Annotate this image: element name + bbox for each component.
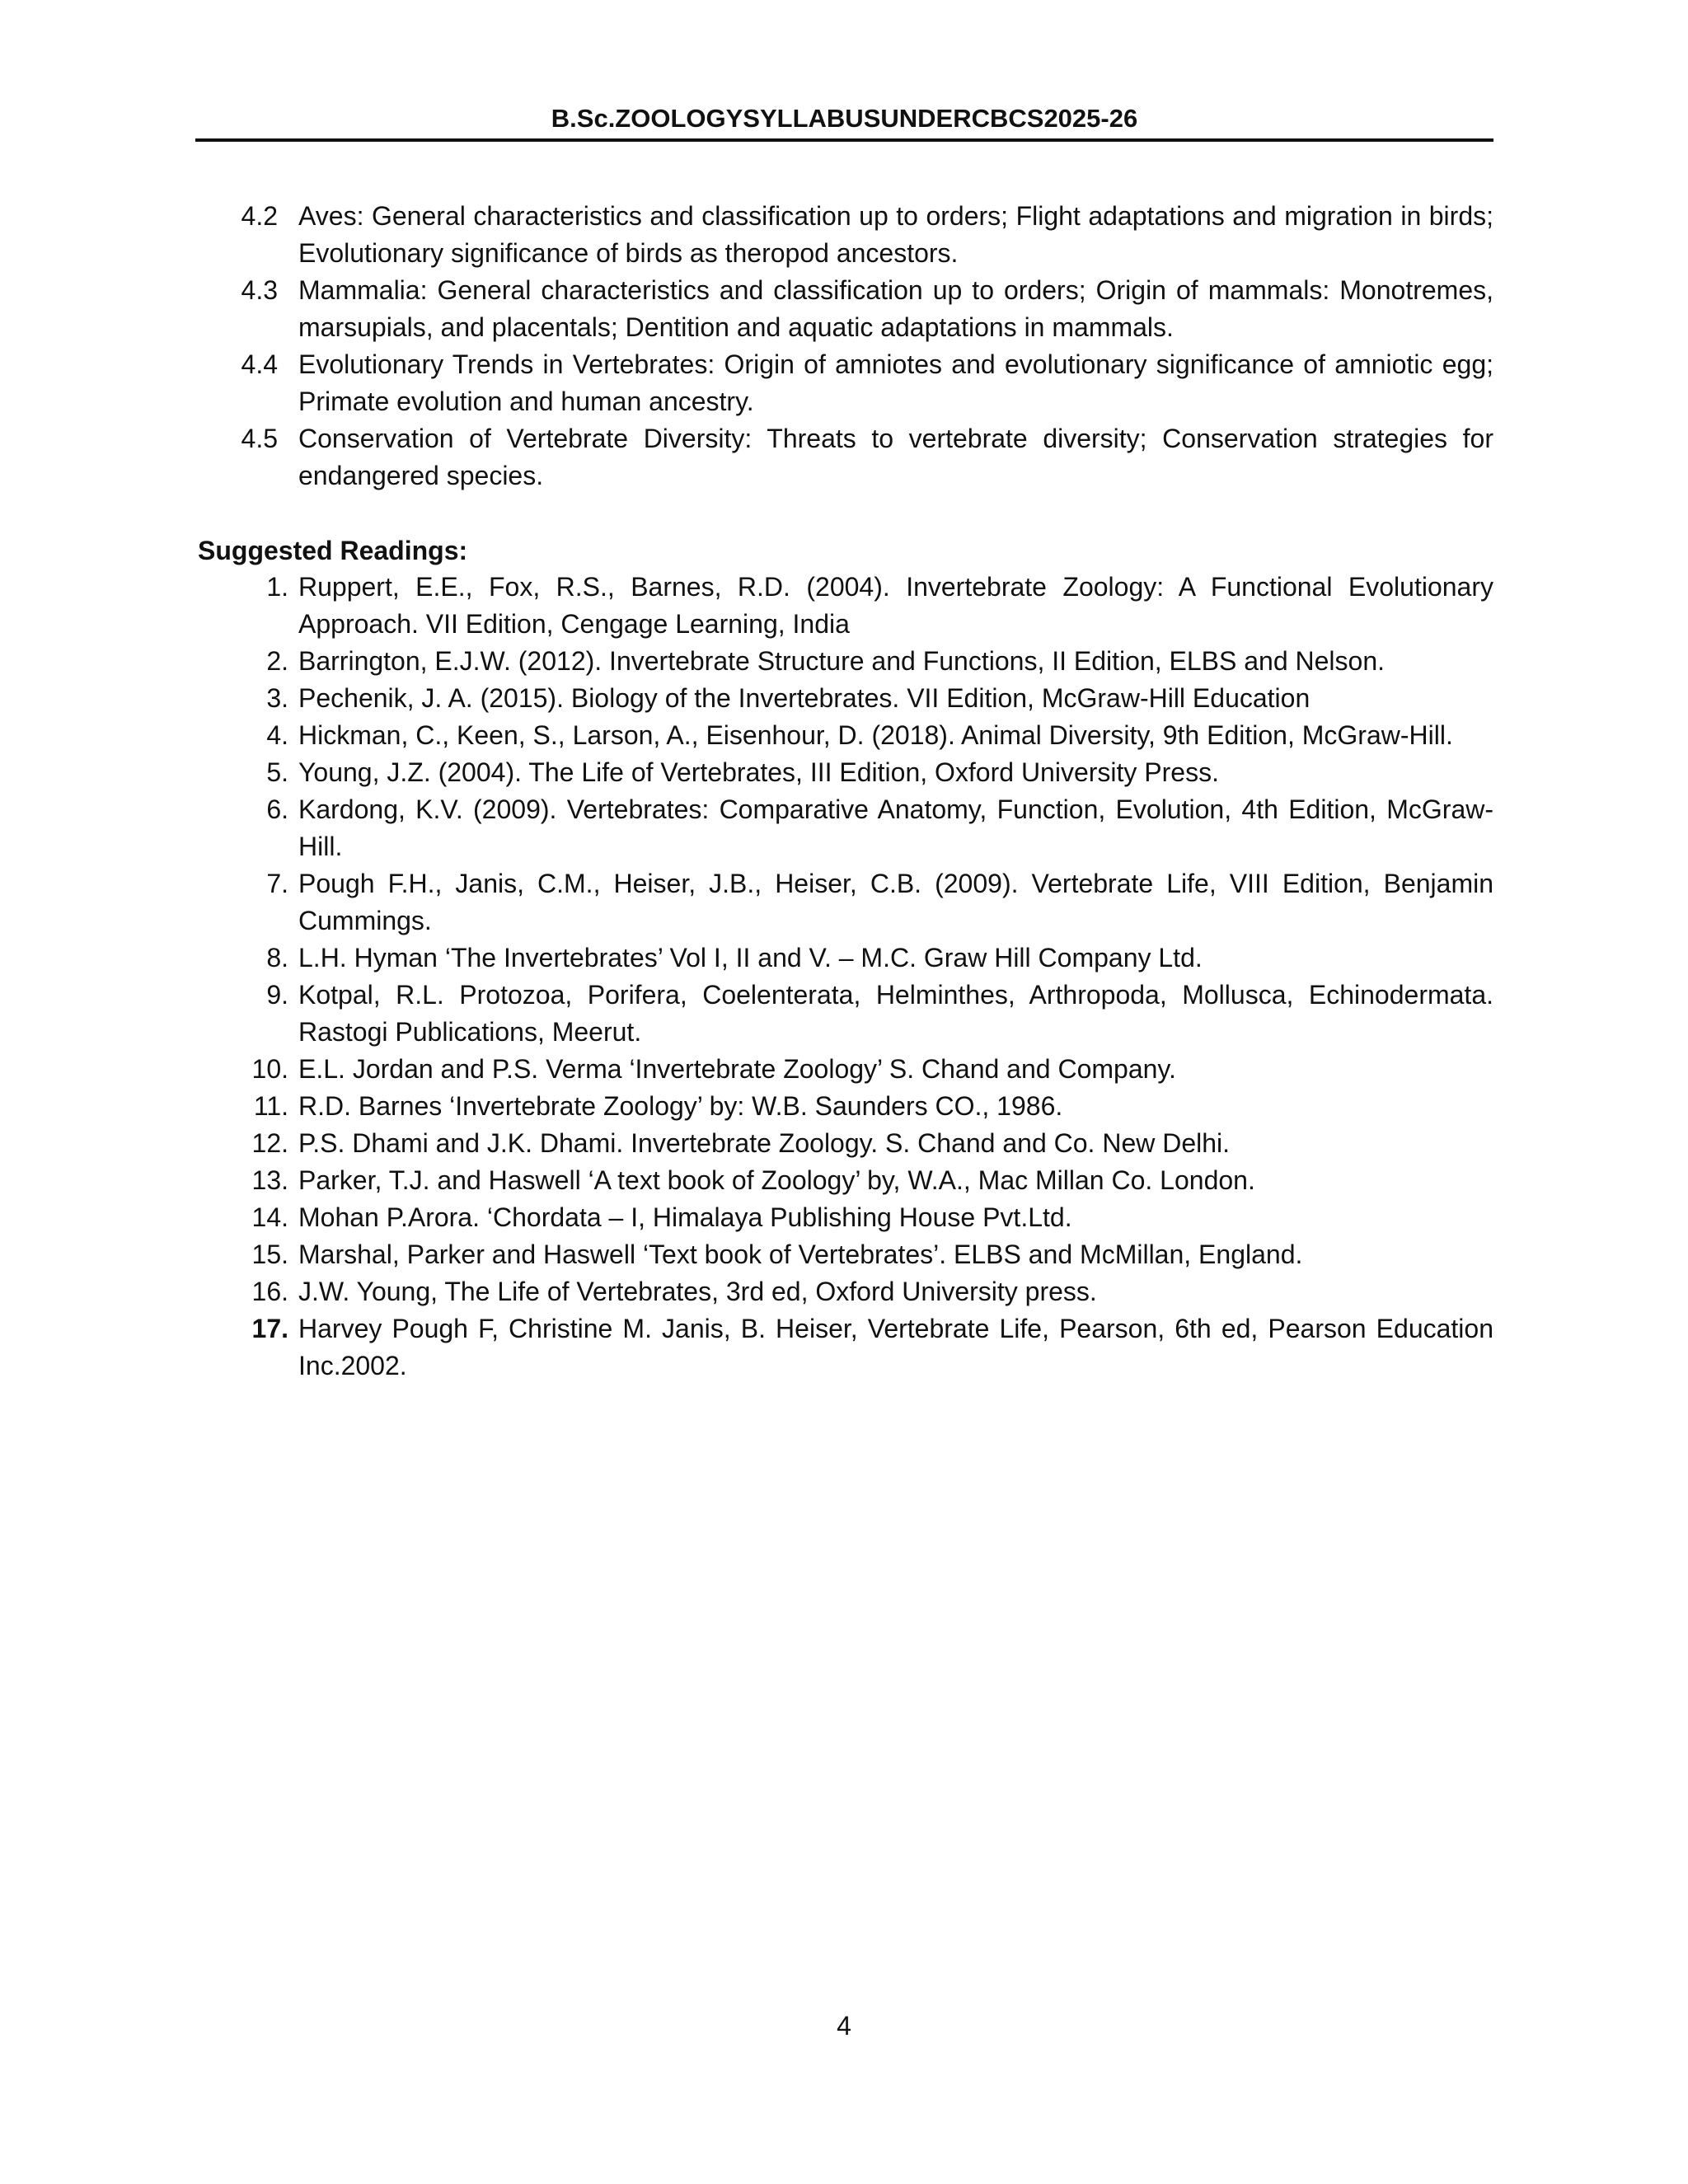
reading-number: 1. <box>266 572 288 602</box>
reading-number: 8. <box>266 943 288 972</box>
unit-topic-number: 4.3 <box>241 275 278 305</box>
reading-number: 14. <box>251 1202 288 1232</box>
unit-topic-number: 4.4 <box>241 349 278 379</box>
reading-item <box>195 791 1493 865</box>
reading-number: 3. <box>266 683 288 713</box>
reading-item <box>195 569 1493 643</box>
reading-number: 17. <box>251 1314 288 1343</box>
reading-text: R.D. Barnes ‘Invertebrate Zoology’ by: W.B. Saunders CO., 1986. <box>298 1091 1063 1121</box>
reading-item <box>195 754 1493 791</box>
unit-topic-text: Mammalia: General characteristics and classification up to orders; Origin of mammals: Monotremes, marsupials, and placentals; Dentition and aquatic adaptations in mammals. <box>298 275 1493 342</box>
reading-text: J.W. Young, The Life of Vertebrates, 3rd ed, Oxford University press. <box>298 1277 1097 1306</box>
unit-topic-item <box>195 198 1493 272</box>
reading-item <box>195 1162 1493 1199</box>
reading-item <box>195 1310 1493 1385</box>
unit-topic-text: Conservation of Vertebrate Diversity: Threats to vertebrate diversity; Conservation strategies for endangered species. <box>298 424 1493 490</box>
reading-text: L.H. Hyman ‘The Invertebrates’ Vol I, II and V. – M.C. Graw Hill Company Ltd. <box>298 943 1203 972</box>
unit-topic-text: Aves: General characteristics and classification up to orders; Flight adaptations and migration in birds; Evolutionary significance of birds as theropod ancestors. <box>298 201 1493 268</box>
unit-topic-item <box>195 272 1493 346</box>
reading-text: Mohan P.Arora. ‘Chordata – I, Himalaya Publishing House Pvt.Ltd. <box>298 1202 1072 1232</box>
reading-number: 16. <box>251 1277 288 1306</box>
unit-topics-list <box>195 198 1493 494</box>
suggested-readings-heading: Suggested Readings: <box>198 536 468 565</box>
unit-topic-number: 4.2 <box>241 201 278 231</box>
reading-item <box>195 977 1493 1051</box>
reading-item <box>195 680 1493 717</box>
reading-item <box>195 1051 1493 1088</box>
reading-text: Pechenik, J. A. (2015). Biology of the Invertebrates. VII Edition, McGraw-Hill Education <box>298 683 1311 713</box>
reading-text: Parker, T.J. and Haswell ‘A text book of Zoology’ by, W.A., Mac Millan Co. London. <box>298 1165 1255 1195</box>
reading-number: 4. <box>266 720 288 750</box>
reading-number: 9. <box>266 980 288 1010</box>
reading-item <box>195 717 1493 754</box>
reading-number: 2. <box>266 646 288 676</box>
reading-item <box>195 1088 1493 1125</box>
reading-text: Kardong, K.V. (2009). Vertebrates: Comparative Anatomy, Function, Evolution, 4th Edition, McGraw-Hill. <box>298 794 1493 861</box>
reading-number: 11. <box>253 1091 288 1121</box>
reading-item <box>195 865 1493 940</box>
reading-text: Young, J.Z. (2004). The Life of Vertebrates, III Edition, Oxford University Press. <box>298 757 1219 787</box>
reading-number: 5. <box>266 757 288 787</box>
reading-text: E.L. Jordan and P.S. Verma ‘Invertebrate Zoology’ S. Chand and Company. <box>298 1054 1176 1084</box>
unit-topic-number: 4.5 <box>241 424 278 453</box>
reading-number: 12. <box>251 1128 288 1158</box>
reading-number: 13. <box>251 1165 288 1195</box>
page-header-title: B.Sc.ZOOLOGYSYLLABUSUNDERCBCS2025-26 <box>551 104 1138 133</box>
reading-item <box>195 643 1493 680</box>
reading-number: 7. <box>266 869 288 898</box>
page-number: 4 <box>837 2011 851 2041</box>
reading-item <box>195 1236 1493 1273</box>
unit-topic-item <box>195 346 1493 420</box>
reading-text: Barrington, E.J.W. (2012). Invertebrate Structure and Functions, II Edition, ELBS and Nelson. <box>298 646 1386 676</box>
reading-text: Marshal, Parker and Haswell ‘Text book of Vertebrates’. ELBS and McMillan, England. <box>298 1240 1303 1269</box>
reading-text: Pough F.H., Janis, C.M., Heiser, J.B., Heiser, C.B. (2009). Vertebrate Life, VIII Edition, Benjamin Cummings. <box>298 869 1493 935</box>
reading-item <box>195 940 1493 977</box>
reading-text: Ruppert, E.E., Fox, R.S., Barnes, R.D. (2004). Invertebrate Zoology: A Functional Evolutionary Approach. VII Edition, Cengage Learning, India <box>298 572 1493 639</box>
reading-item <box>195 1199 1493 1236</box>
unit-topic-item <box>195 420 1493 494</box>
reading-number: 10. <box>251 1054 288 1084</box>
reading-item <box>195 1125 1493 1162</box>
reading-text: P.S. Dhami and J.K. Dhami. Invertebrate Zoology. S. Chand and Co. New Delhi. <box>298 1128 1231 1158</box>
reading-number: 15. <box>251 1240 288 1269</box>
unit-topic-text: Evolutionary Trends in Vertebrates: Origin of amniotes and evolutionary significance of amniotic egg; Primate evolution and human ancestry. <box>298 349 1493 416</box>
reading-text: Hickman, C., Keen, S., Larson, A., Eisenhour, D. (2018). Animal Diversity, 9th Edition, McGraw-Hill. <box>298 720 1453 750</box>
reading-number: 6. <box>266 794 288 824</box>
reading-item <box>195 1273 1493 1310</box>
suggested-readings-list <box>195 569 1493 1385</box>
reading-text: Harvey Pough F, Christine M. Janis, B. Heiser, Vertebrate Life, Pearson, 6th ed, Pearson Education Inc.2002. <box>298 1314 1493 1380</box>
reading-text: Kotpal, R.L. Protozoa, Porifera, Coelenterata, Helminthes, Arthropoda, Mollusca, Echinodermata. Rastogi Publications, Meerut. <box>298 980 1493 1047</box>
header-divider <box>195 138 1493 142</box>
